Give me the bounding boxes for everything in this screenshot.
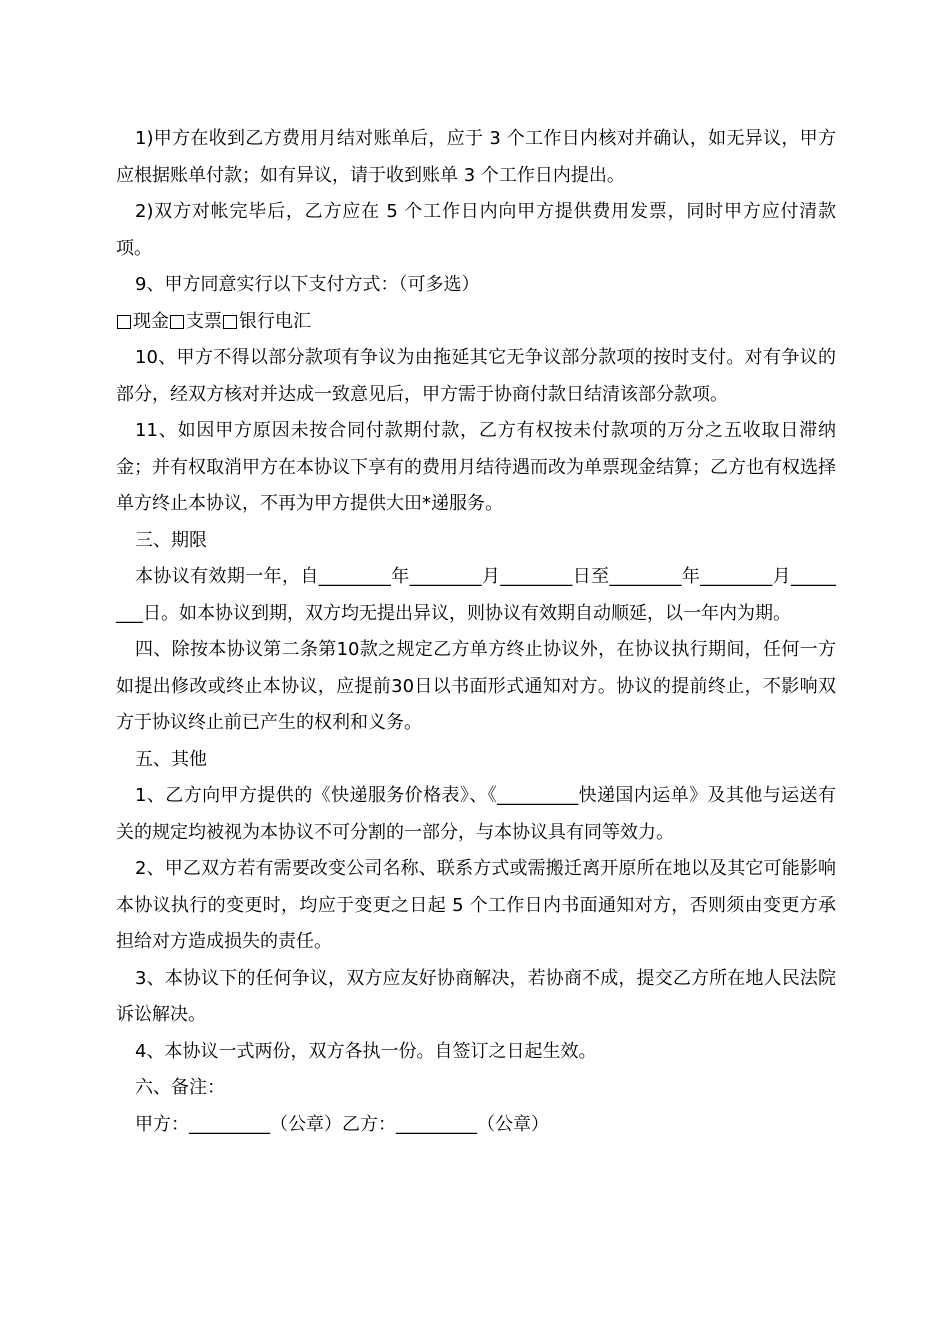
- option-check-label: 支票: [186, 310, 222, 332]
- section-heading-remarks: 六、备注：: [135, 1077, 225, 1098]
- checkbox-icon[interactable]: [170, 315, 184, 329]
- checkbox-icon[interactable]: [117, 315, 131, 329]
- checkbox-icon[interactable]: [223, 315, 237, 329]
- section-heading-other: 五、其他: [135, 748, 207, 770]
- other-clause-2: 2、甲乙双方若有需要改变公司名称、联系方式或需搬迁离开原所在地以及其它可能影响本协议执行的变更时，均应于变更之日起 5 个工作日内书面通知对方，否则须由变更方承担给对方造成损失的责任。: [116, 858, 836, 952]
- document-page: [116, 121, 836, 1143]
- clause-8-2: 2)双方对帐完毕后，乙方应在 5 个工作日内向甲方提供费用发票，同时甲方应付清款项。: [116, 201, 836, 259]
- clause-10: 10、甲方不得以部分款项有争议为由拖延其它无争议部分款项的按时支付。对有争议的部分，经双方核对并达成一致意见后，甲方需于协商付款日结清该部分款项。: [116, 347, 836, 405]
- clause-8-1: 1)甲方在收到乙方费用月结对账单后，应于 3 个工作日内核对并确认，如无异议，甲方应根据账单付款；如有异议，请于收到账单 3 个工作日内提出。: [116, 128, 836, 186]
- other-clause-4: 4、本协议一式两份，双方各执一份。自签订之日起生效。: [135, 1040, 597, 1062]
- signature-line: 甲方：_________（公章）乙方：_________（公章）: [135, 1113, 549, 1135]
- payment-options: [116, 304, 836, 341]
- option-cash-label: 现金: [133, 310, 169, 332]
- clause-9: 9、甲方同意实行以下支付方式：（可多选）: [135, 274, 480, 295]
- section-heading-term: 三、期限: [135, 529, 207, 551]
- section-4-clause: 四、除按本协议第二条第10款之规定乙方单方终止协议外，在协议执行期间，任何一方如提出修改或终止本协议，应提前30日以书面形式通知对方。协议的提前终止，不影响双方于协议终止前已产生的权利和义务。: [116, 639, 836, 733]
- term-clause: 本协议有效期一年，自________年________月________日至________年________月________日。如本协议到期，双方均无提出异议，则协议有效期自动顺延，以一年内为期。: [116, 566, 836, 624]
- other-clause-3: 3、本协议下的任何争议，双方应友好协商解决，若协商不成，提交乙方所在地人民法院诉讼解决。: [116, 967, 836, 1025]
- clause-11: 11、如因甲方原因未按合同付款期付款，乙方有权按未付款项的万分之五收取日滞纳金；并有权取消甲方在本协议下享有的费用月结待遇而改为单票现金结算；乙方也有权选择单方终止本协议，不再为甲方提供大田*递服务。: [116, 420, 836, 514]
- other-clause-1: 1、乙方向甲方提供的《快递服务价格表》、《_________快递国内运单》及其他与运送有关的规定均被视为本协议不可分割的一部分，与本协议具有同等效力。: [116, 785, 836, 843]
- option-wire-label: 银行电汇: [239, 310, 311, 332]
